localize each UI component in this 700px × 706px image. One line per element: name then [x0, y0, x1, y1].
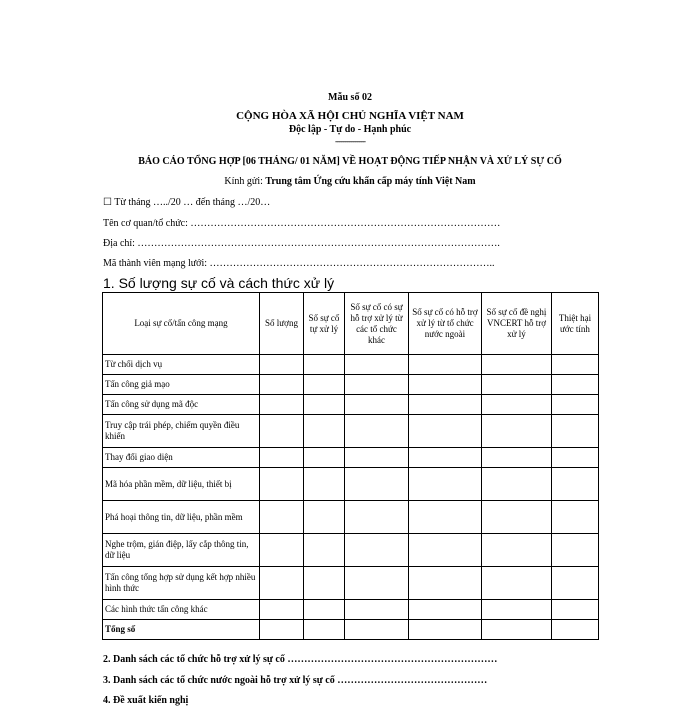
country-name: CỘNG HÒA XÃ HỘI CHỦ NGHĨA VIỆT NAM [236, 110, 464, 122]
col-header: Thiệt hại ước tính [552, 293, 599, 355]
row-label: Các hình thức tấn công khác [103, 600, 260, 620]
col-header: Số sự cố đề nghị VNCERT hỗ trợ xử lý [482, 293, 552, 355]
table-row [103, 501, 599, 534]
recipient-label: Kính gửi: [224, 176, 266, 187]
table-row [103, 448, 599, 468]
section-4-heading: 4. Đề xuất kiến nghị [103, 695, 189, 706]
member-code-field: Mã thành viên mạng lưới: ………………………………………………………………………….. [103, 258, 495, 269]
col-header: Số sự cố có hỗ trợ xử lý từ tổ chức nước ngoài [409, 293, 482, 355]
period-field: ☐ Từ tháng …../20 … đến tháng …/20… [103, 197, 271, 208]
row-label: Truy cập trái phép, chiếm quyền điều khiển [103, 415, 260, 448]
incident-table [102, 292, 599, 640]
total-label: Tổng số [103, 620, 260, 640]
section-1-heading: 1. Số lượng sự cố và cách thức xử lý [103, 275, 335, 291]
row-label: Tấn công tổng hợp sử dụng kết hợp nhiều hình thức [103, 567, 260, 600]
national-motto: Độc lập - Tự do - Hạnh phúc [288, 124, 412, 135]
row-label: Thay đổi giao diện [103, 448, 260, 468]
row-label: Nghe trộm, gián điệp, lấy cắp thông tin, dữ liệu [103, 534, 260, 567]
table-header-row [103, 293, 599, 355]
table-row [103, 375, 599, 395]
header-divider: --------------- [335, 136, 365, 146]
row-label: Tấn công giả mạo [103, 375, 260, 395]
report-title: BÁO CÁO TỔNG HỢP [06 THÁNG/ 01 NĂM] VỀ HOẠT ĐỘNG TIẾP NHẬN VÀ XỬ LÝ SỰ CỐ [138, 156, 562, 167]
table-row [103, 534, 599, 567]
table-row [103, 415, 599, 448]
section-3-heading: 3. Danh sách các tổ chức nước ngoài hỗ trợ xử lý sự cố ……………………………………… [103, 675, 488, 686]
row-label: Từ chối dịch vụ [103, 355, 260, 375]
section-2-heading: 2. Danh sách các tổ chức hỗ trợ xử lý sự cố ……………………………………………………… [103, 654, 498, 665]
table-row [103, 567, 599, 600]
row-label: Phá hoại thông tin, dữ liệu, phần mềm [103, 501, 260, 534]
row-label: Tấn công sử dụng mã độc [103, 395, 260, 415]
table-total-row [103, 620, 599, 640]
table-row [103, 395, 599, 415]
col-header: Số lượng [260, 293, 304, 355]
col-header: Số sự cố có sự hỗ trợ xử lý từ các tổ chức khác [345, 293, 409, 355]
table-row [103, 355, 599, 375]
form-number: Mẫu số 02 [328, 92, 372, 103]
col-header: Số sự cố tự xử lý [304, 293, 345, 355]
organization-field: Tên cơ quan/tổ chức: ………………………………………………………………………………… [103, 218, 501, 229]
recipient-line [0, 176, 700, 187]
table-row [103, 468, 599, 501]
row-label: Mã hóa phần mềm, dữ liệu, thiết bị [103, 468, 260, 501]
table-row [103, 600, 599, 620]
col-header: Loại sự cố/tấn công mạng [103, 293, 260, 355]
address-field: Địa chỉ: ………………………………………………………………………………………………. [103, 238, 500, 249]
recipient-name: Trung tâm Ứng cứu khẩn cấp máy tính Việt Nam [265, 176, 476, 187]
